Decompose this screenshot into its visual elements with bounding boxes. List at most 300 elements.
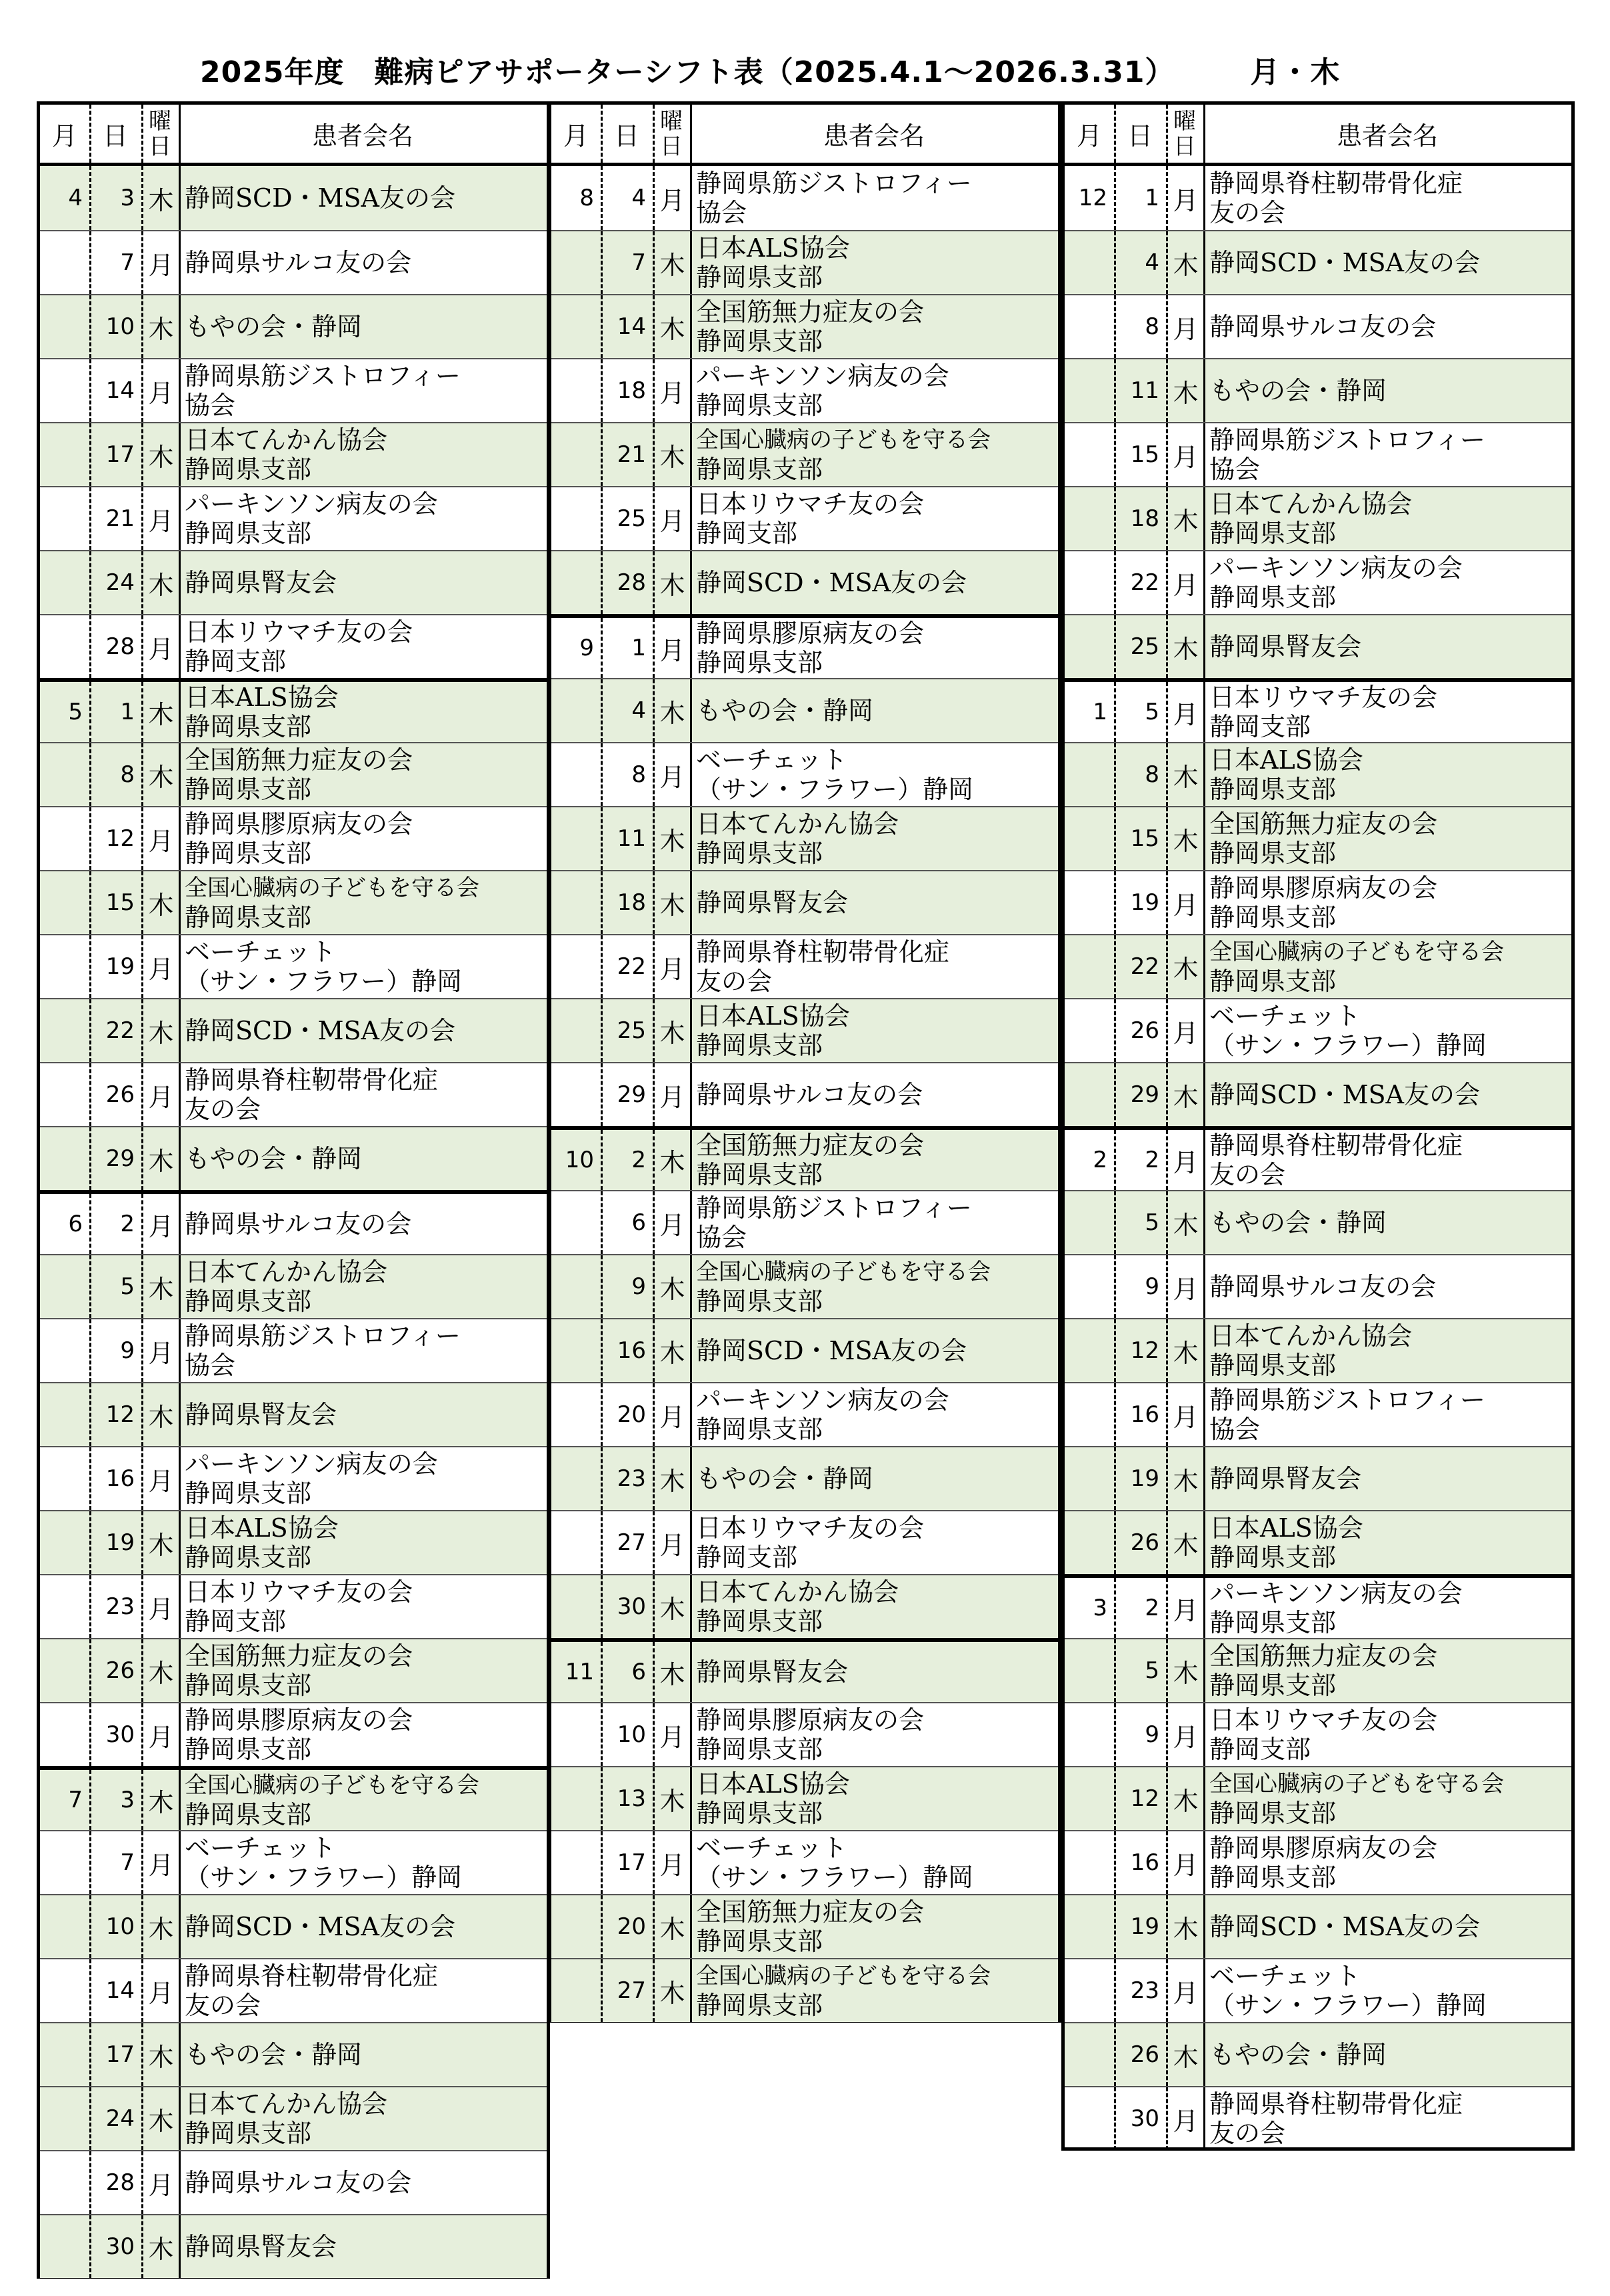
table-row xyxy=(40,1062,547,1126)
weekday-cell: 木 xyxy=(653,295,690,358)
association-name-cell xyxy=(1203,1447,1571,1510)
table-row xyxy=(1065,1766,1571,1830)
day-cell: 16 xyxy=(601,1319,653,1382)
weekday-cell: 木 xyxy=(653,1447,690,1510)
association-name-line: 静岡県支部 xyxy=(1209,967,1337,996)
association-name-line: もやの会・静岡 xyxy=(696,696,874,725)
association-name-line: 友の会 xyxy=(696,967,773,996)
association-name-cell xyxy=(690,423,1058,486)
weekday-cell: 月 xyxy=(1166,999,1203,1062)
month-cell: 12 xyxy=(1078,185,1107,211)
month-cell xyxy=(1065,1383,1114,1446)
association-name-cell xyxy=(690,1895,1058,1958)
association-name-line: 全国筋無力症友の会 xyxy=(696,1131,925,1160)
table-row xyxy=(1065,358,1571,422)
day-cell: 21 xyxy=(89,487,141,550)
weekday-cell: 木 xyxy=(1166,615,1203,678)
weekday-cell: 月 xyxy=(1166,1703,1203,1766)
association-name-cell xyxy=(179,551,547,614)
association-name-cell xyxy=(179,1703,547,1766)
table-row xyxy=(40,166,547,230)
association-name-cell xyxy=(690,295,1058,358)
day-cell: 19 xyxy=(1114,1447,1166,1510)
day-cell: 30 xyxy=(601,1575,653,1638)
association-name-cell xyxy=(179,166,547,230)
association-name-cell xyxy=(690,1447,1058,1510)
association-name-line: 静岡県支部 xyxy=(185,1543,312,1572)
association-name-line: 日本てんかん協会 xyxy=(696,1577,899,1607)
weekday-cell: 木 xyxy=(653,231,690,294)
month-cell xyxy=(40,231,89,294)
month-cell xyxy=(40,295,89,358)
association-name-cell xyxy=(1203,1578,1571,1638)
weekday-cell: 月 xyxy=(141,1319,179,1382)
month-cell: 5 xyxy=(40,682,89,742)
day-cell: 3 xyxy=(89,166,141,230)
association-name-line: ベーチェット xyxy=(185,937,336,967)
association-name-cell xyxy=(1203,807,1571,870)
association-name-cell xyxy=(179,1831,547,1894)
association-name-line: 静岡支部 xyxy=(185,647,287,676)
weekday-cell: 木 xyxy=(141,295,179,358)
table-row xyxy=(551,486,1058,550)
association-name-cell xyxy=(1203,551,1571,614)
association-name-cell xyxy=(1203,1703,1571,1766)
day-cell: 5 xyxy=(1114,1191,1166,1254)
weekday-cell: 木 xyxy=(653,679,690,742)
association-name-cell xyxy=(179,2023,547,2086)
table-row xyxy=(40,230,547,294)
table-row xyxy=(40,358,547,422)
month-cell xyxy=(40,1255,89,1318)
month-cell xyxy=(551,231,601,294)
weekday-cell: 月 xyxy=(1166,295,1203,358)
table-row xyxy=(40,998,547,1062)
month-cell xyxy=(1065,1319,1114,1382)
weekday-cell: 木 xyxy=(141,1511,179,1574)
month-cell xyxy=(40,1127,89,1190)
association-name-line: 静岡県筋ジストロフィー xyxy=(1209,425,1485,455)
association-name-cell xyxy=(179,1895,547,1958)
weekday-cell: 木 xyxy=(141,1770,179,1830)
association-name-line: 友の会 xyxy=(185,1095,261,1124)
association-name-line: 静岡県支部 xyxy=(696,1160,823,1189)
association-name-cell xyxy=(1203,231,1571,294)
table-row xyxy=(1065,2022,1571,2086)
association-name-line: パーキンソン病友の会 xyxy=(185,489,438,519)
association-name-cell xyxy=(179,1319,547,1382)
day-cell: 5 xyxy=(89,1255,141,1318)
month-cell xyxy=(551,359,601,422)
month-cell xyxy=(40,1831,89,1894)
association-name-line: 静岡県筋ジストロフィー xyxy=(185,1321,461,1351)
association-name-line: 静岡SCD・MSA友の会 xyxy=(185,1912,455,1941)
association-name-cell xyxy=(690,935,1058,998)
association-name-line: 静岡県支部 xyxy=(185,1800,312,1829)
weekday-cell: 木 xyxy=(1166,743,1203,806)
table-row xyxy=(40,1318,547,1382)
association-name-cell xyxy=(179,2215,547,2278)
association-name-cell xyxy=(179,1255,547,1318)
table-row xyxy=(40,870,547,934)
weekday-cell: 月 xyxy=(141,615,179,678)
day-cell: 19 xyxy=(1114,1895,1166,1958)
association-name-line: 日本ALS協会 xyxy=(1209,1513,1363,1543)
table-row xyxy=(1065,1830,1571,1894)
association-name-line: もやの会・静岡 xyxy=(185,1144,363,1173)
header-weekday: 曜 日 xyxy=(1173,107,1196,160)
weekday-cell: 木 xyxy=(1166,487,1203,550)
day-cell: 21 xyxy=(601,423,653,486)
association-name-line: 協会 xyxy=(185,1351,236,1380)
day-cell: 6 xyxy=(601,1191,653,1254)
weekday-cell: 月 xyxy=(141,487,179,550)
month-cell xyxy=(40,1959,89,2022)
association-name-line: 静岡県腎友会 xyxy=(185,568,337,597)
association-name-line: 静岡県支部 xyxy=(185,775,312,804)
table-row xyxy=(551,678,1058,742)
day-cell: 28 xyxy=(89,2151,141,2214)
association-name-cell xyxy=(179,231,547,294)
association-name-cell xyxy=(1203,423,1571,486)
month-cell: 10 xyxy=(551,1130,601,1190)
association-name-line: 日本てんかん協会 xyxy=(1209,1321,1413,1351)
association-name-line: 静岡県支部 xyxy=(1209,839,1337,868)
header-day: 日 xyxy=(102,121,128,151)
weekday-cell: 木 xyxy=(653,1959,690,2022)
association-name-cell xyxy=(179,999,547,1062)
day-cell: 20 xyxy=(601,1383,653,1446)
month-cell xyxy=(1065,231,1114,294)
association-name-line: 全国心臓病の子どもを守る会 xyxy=(185,875,479,901)
month-cell xyxy=(40,2151,89,2214)
association-name-line: 全国心臓病の子どもを守る会 xyxy=(696,1259,991,1285)
weekday-cell: 木 xyxy=(141,1255,179,1318)
weekday-cell: 木 xyxy=(1166,935,1203,998)
header-day: 日 xyxy=(613,121,639,151)
association-name-line: 静岡県腎友会 xyxy=(1209,1464,1362,1493)
day-cell: 14 xyxy=(601,295,653,358)
month-cell xyxy=(1065,2087,1114,2150)
association-name-line: （サン・フラワー）静岡 xyxy=(185,967,463,996)
association-name-cell xyxy=(179,487,547,550)
association-name-line: 静岡県脊柱靭帯骨化症 xyxy=(185,1961,439,1991)
weekday-cell: 木 xyxy=(653,1130,690,1190)
association-name-line: 静岡SCD・MSA友の会 xyxy=(696,568,967,597)
month-cell xyxy=(1065,807,1114,870)
month-cell xyxy=(40,2023,89,2086)
association-name-cell xyxy=(179,423,547,486)
day-cell: 6 xyxy=(601,1642,653,1702)
table-row xyxy=(40,1702,547,1766)
header-association-name: 患者会名 xyxy=(1336,121,1438,151)
weekday-cell: 木 xyxy=(653,871,690,934)
month-cell xyxy=(1065,1255,1114,1318)
table-row xyxy=(40,2086,547,2150)
association-name-line: （サン・フラワー）静岡 xyxy=(1209,1031,1487,1060)
day-cell: 14 xyxy=(89,1959,141,2022)
header-association-name: 患者会名 xyxy=(823,121,925,151)
association-name-line: 静岡県筋ジストロフィー xyxy=(1209,1385,1485,1415)
day-cell: 26 xyxy=(89,1063,141,1126)
weekday-cell: 月 xyxy=(653,1831,690,1894)
association-name-line: 静岡県支部 xyxy=(185,712,312,741)
association-name-cell xyxy=(1203,1383,1571,1446)
table-row xyxy=(40,1190,547,1254)
weekday-cell: 月 xyxy=(653,166,690,230)
association-name-cell xyxy=(690,1831,1058,1894)
month-cell xyxy=(551,679,601,742)
table-row xyxy=(40,550,547,614)
month-cell xyxy=(551,743,601,806)
association-name-line: 日本ALS協会 xyxy=(696,1769,850,1799)
association-name-cell xyxy=(690,359,1058,422)
table-row xyxy=(1065,678,1571,742)
association-name-cell xyxy=(179,1511,547,1574)
day-cell: 22 xyxy=(1114,935,1166,998)
table-row xyxy=(1065,1702,1571,1766)
association-name-cell xyxy=(690,166,1058,230)
day-cell: 25 xyxy=(1114,615,1166,678)
weekday-cell: 月 xyxy=(653,935,690,998)
association-name-line: 静岡県支部 xyxy=(185,903,312,932)
day-cell: 16 xyxy=(1114,1831,1166,1894)
table-row xyxy=(551,742,1058,806)
day-cell: 11 xyxy=(1114,359,1166,422)
table-row xyxy=(551,230,1058,294)
day-cell: 4 xyxy=(1114,231,1166,294)
weekday-cell: 木 xyxy=(653,1767,690,1830)
table-row xyxy=(1065,230,1571,294)
day-cell: 18 xyxy=(601,871,653,934)
header-weekday: 曜 日 xyxy=(660,107,683,160)
weekday-cell: 木 xyxy=(653,1575,690,1638)
association-name-cell xyxy=(179,1575,547,1638)
association-name-line: 静岡県支部 xyxy=(696,1415,823,1444)
month-cell xyxy=(551,1575,601,1638)
association-name-cell xyxy=(1203,999,1571,1062)
weekday-cell: 木 xyxy=(1166,1447,1203,1510)
association-name-cell xyxy=(690,1642,1058,1702)
day-cell: 9 xyxy=(601,1255,653,1318)
day-cell: 5 xyxy=(1114,1639,1166,1702)
association-name-line: 日本てんかん協会 xyxy=(185,2089,388,2119)
day-cell: 26 xyxy=(1114,2023,1166,2086)
association-name-cell xyxy=(690,679,1058,742)
association-name-cell xyxy=(179,2087,547,2150)
association-name-line: 静岡SCD・MSA友の会 xyxy=(696,1336,967,1365)
day-cell: 12 xyxy=(89,807,141,870)
association-name-line: 静岡県サルコ友の会 xyxy=(185,2168,412,2197)
day-cell: 1 xyxy=(601,618,653,678)
weekday-cell: 月 xyxy=(141,935,179,998)
table-row xyxy=(1065,166,1571,230)
day-cell: 7 xyxy=(601,231,653,294)
association-name-line: 友の会 xyxy=(185,1991,261,2020)
association-name-line: 日本てんかん協会 xyxy=(185,1257,388,1287)
month-cell xyxy=(40,1383,89,1446)
association-name-cell xyxy=(690,1383,1058,1446)
day-cell: 8 xyxy=(1114,743,1166,806)
association-name-cell xyxy=(690,487,1058,550)
day-cell: 10 xyxy=(89,295,141,358)
weekday-cell: 木 xyxy=(1166,807,1203,870)
schedule-column-3 xyxy=(1061,101,1575,2151)
association-name-cell xyxy=(690,1575,1058,1638)
weekday-cell: 月 xyxy=(1166,1959,1203,2022)
table-row xyxy=(1065,1958,1571,2022)
day-cell: 12 xyxy=(1114,1319,1166,1382)
association-name-cell xyxy=(179,1063,547,1126)
month-cell xyxy=(1065,1063,1114,1126)
header-association-name: 患者会名 xyxy=(311,121,413,151)
day-cell: 9 xyxy=(89,1319,141,1382)
association-name-line: 全国心臓病の子どもを守る会 xyxy=(185,1772,479,1799)
weekday-cell: 木 xyxy=(141,551,179,614)
weekday-cell: 月 xyxy=(1166,1255,1203,1318)
association-name-line: 静岡SCD・MSA友の会 xyxy=(185,1016,455,1045)
weekday-cell: 月 xyxy=(1166,1578,1203,1638)
weekday-cell: 月 xyxy=(1166,1383,1203,1446)
table-row xyxy=(551,1190,1058,1254)
association-name-line: 日本リウマチ友の会 xyxy=(185,617,413,647)
association-name-line: 日本ALS協会 xyxy=(1209,745,1363,775)
month-cell xyxy=(1065,295,1114,358)
month-cell xyxy=(551,1831,601,1894)
table-row xyxy=(551,422,1058,486)
table-row xyxy=(1065,614,1571,678)
table-row xyxy=(1065,1318,1571,1382)
association-name-line: 静岡SCD・MSA友の会 xyxy=(1209,248,1480,277)
month-cell xyxy=(551,423,601,486)
table-row xyxy=(551,1254,1058,1318)
day-cell: 4 xyxy=(601,679,653,742)
association-name-line: 日本ALS協会 xyxy=(696,233,850,263)
table-row xyxy=(40,2214,547,2278)
weekday-cell: 月 xyxy=(653,618,690,678)
table-row xyxy=(551,998,1058,1062)
association-name-line: 静岡県膠原病友の会 xyxy=(185,809,413,839)
association-name-line: （サン・フラワー）静岡 xyxy=(185,1863,463,1892)
weekday-cell: 月 xyxy=(141,1959,179,2022)
weekday-cell: 月 xyxy=(141,1575,179,1638)
association-name-line: パーキンソン病友の会 xyxy=(696,361,949,391)
month-cell xyxy=(1065,423,1114,486)
association-name-cell xyxy=(1203,2023,1571,2086)
table-row xyxy=(40,1958,547,2022)
month-cell xyxy=(40,359,89,422)
weekday-cell: 月 xyxy=(653,1383,690,1446)
association-name-line: 静岡県支部 xyxy=(185,1479,312,1508)
day-cell: 27 xyxy=(601,1511,653,1574)
day-cell: 18 xyxy=(1114,487,1166,550)
table-row xyxy=(40,1638,547,1702)
weekday-cell: 月 xyxy=(1166,166,1203,230)
association-name-line: 全国筋無力症友の会 xyxy=(185,745,413,775)
association-name-line: 静岡県筋ジストロフィー xyxy=(696,169,972,198)
day-cell: 8 xyxy=(89,743,141,806)
month-cell: 9 xyxy=(579,635,594,661)
weekday-cell: 木 xyxy=(1166,1191,1203,1254)
association-name-line: パーキンソン病友の会 xyxy=(1209,1579,1463,1608)
month-cell xyxy=(551,999,601,1062)
weekday-cell: 月 xyxy=(1166,1831,1203,1894)
weekday-cell: 木 xyxy=(1166,359,1203,422)
association-name-line: 静岡県支部 xyxy=(696,327,823,356)
weekday-cell: 月 xyxy=(653,1063,690,1126)
month-cell xyxy=(551,1895,601,1958)
association-name-line: 静岡県支部 xyxy=(696,1991,823,2020)
weekday-cell: 木 xyxy=(1166,2023,1203,2086)
month-cell xyxy=(551,807,601,870)
month-cell xyxy=(1065,1639,1114,1702)
association-name-line: もやの会・静岡 xyxy=(185,2040,363,2069)
association-name-line: 静岡県支部 xyxy=(185,2119,312,2148)
association-name-line: 全国筋無力症友の会 xyxy=(696,1897,925,1927)
association-name-line: 静岡SCD・MSA友の会 xyxy=(1209,1912,1480,1941)
association-name-line: 静岡県支部 xyxy=(696,391,823,420)
table-row xyxy=(1065,1446,1571,1510)
table-row xyxy=(1065,998,1571,1062)
month-cell: 1 xyxy=(1093,699,1107,725)
header-day: 日 xyxy=(1127,121,1153,151)
association-name-cell xyxy=(690,1063,1058,1126)
month-cell xyxy=(1065,359,1114,422)
table-row xyxy=(40,486,547,550)
weekday-cell: 月 xyxy=(653,1511,690,1574)
association-name-line: 友の会 xyxy=(1209,198,1286,227)
table-row xyxy=(1065,1574,1571,1638)
day-cell: 26 xyxy=(1114,999,1166,1062)
association-name-line: 協会 xyxy=(1209,455,1261,484)
association-name-line: 日本リウマチ友の会 xyxy=(1209,683,1438,712)
association-name-line: 協会 xyxy=(1209,1415,1261,1444)
day-cell: 29 xyxy=(1114,1063,1166,1126)
weekday-cell: 木 xyxy=(653,1319,690,1382)
association-name-line: 静岡県筋ジストロフィー xyxy=(185,361,461,391)
schedule-column-2 xyxy=(548,101,1061,2023)
association-name-cell xyxy=(690,618,1058,678)
table-row xyxy=(551,806,1058,870)
weekday-cell: 月 xyxy=(141,231,179,294)
association-name-line: 静岡県支部 xyxy=(696,1607,823,1636)
association-name-line: 静岡県支部 xyxy=(185,1287,312,1316)
association-name-cell xyxy=(690,1767,1058,1830)
weekday-cell: 月 xyxy=(1166,1130,1203,1190)
association-name-line: もやの会・静岡 xyxy=(185,312,363,341)
association-name-line: パーキンソン病友の会 xyxy=(1209,553,1463,583)
weekday-cell: 木 xyxy=(141,1895,179,1958)
association-name-line: 全国筋無力症友の会 xyxy=(185,1641,413,1671)
weekday-cell: 木 xyxy=(1166,1767,1203,1830)
table-row xyxy=(40,1574,547,1638)
association-name-line: 協会 xyxy=(696,198,747,227)
association-name-line: 静岡県支部 xyxy=(696,839,823,868)
month-cell xyxy=(551,871,601,934)
association-name-cell xyxy=(1203,1959,1571,2022)
month-cell: 6 xyxy=(68,1211,83,1237)
association-name-line: 日本リウマチ友の会 xyxy=(1209,1705,1438,1735)
table-header xyxy=(1065,105,1571,166)
association-name-line: もやの会・静岡 xyxy=(696,1464,874,1493)
day-cell: 4 xyxy=(601,166,653,230)
table-row xyxy=(40,1382,547,1446)
table-row xyxy=(1065,870,1571,934)
table-row xyxy=(1065,1638,1571,1702)
association-name-line: 静岡支部 xyxy=(1209,712,1311,741)
association-name-line: 静岡県膠原病友の会 xyxy=(696,619,925,648)
association-name-line: 日本リウマチ友の会 xyxy=(696,489,925,519)
